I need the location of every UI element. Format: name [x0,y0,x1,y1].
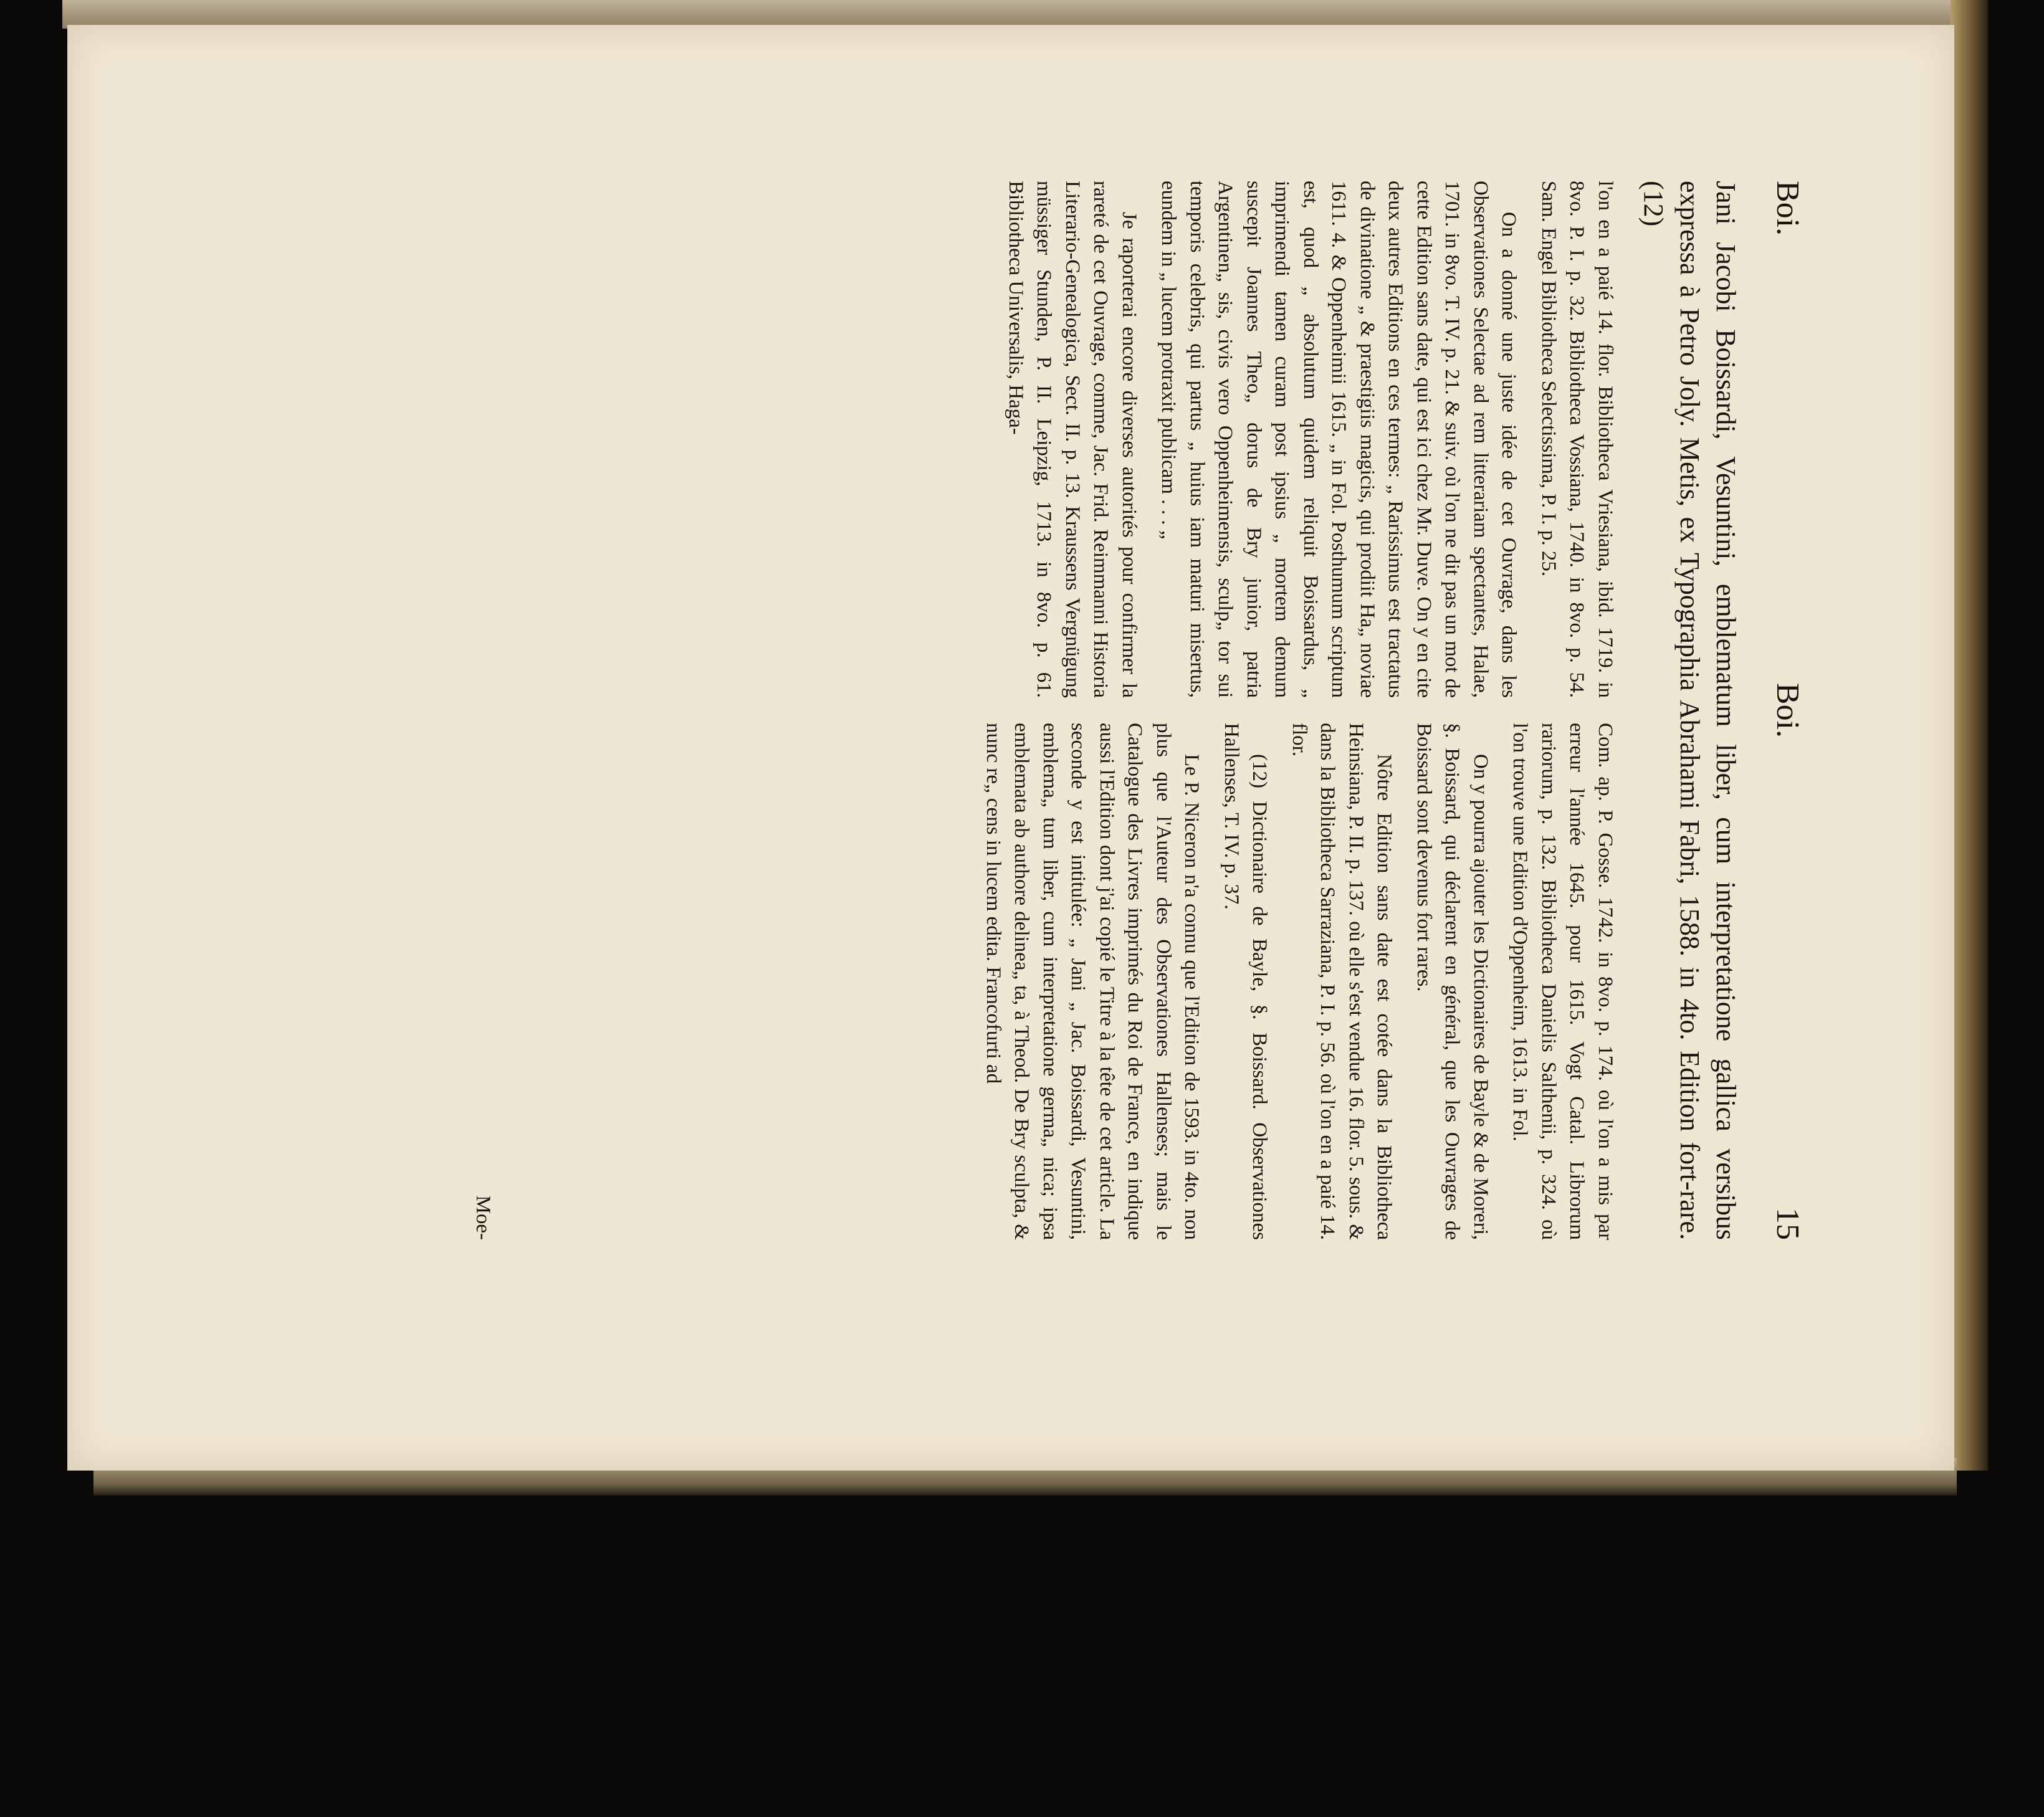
page-number: 15 [1770,1208,1805,1240]
catchword: Moe- [472,1195,494,1240]
left-column [1001,181,1620,698]
book-spine-edge [1951,0,1988,1471]
book-page [67,25,1954,1471]
left-paragraph-1: l'on en a paié 14. flor. Bibliotheca Vriesiana, ibid. 1719. in 8vo. P. I. p. 32. Bibliotheca Vossiana, 1740. in 8vo. p. 54. Sam. Engel Bibliotheca Selectissima, P. I. p. 25. [1537,181,1617,698]
right-paragraph-2: On y pourra ajouter les Dictionaires de Bayle & de Moreri, §. Boissard, qui déclarent en général, que les Ouvrages de Boissard sont devenus fort rares. [1413,723,1492,1240]
header-center: Boi. [1770,682,1805,738]
left-paragraph-3: Je raporterai encore diverses autorités pour confirmer la rareté de cet Ouvrage, comme, Jac. Frid. Reimmanni Historia Literario-Genealogica, Sect. II. p. 13. Kraussens Vergnügung müssiger Stunden, P. II. Leipzig, 1713. in 8vo. p. 61. Bibliotheca Universalis, Haga- [1005,181,1140,698]
header-left: Boi. [1770,181,1805,236]
right-paragraph-1: Com. ap. P. Gosse. 1742. in 8vo. p. 174. où l'on a mis par erreur l'année 1645. pour 1615. Vogt Catal. Librorum rariorum, p. 132. Bibliotheca Danielis Salthenii, p. 324. où l'on trouve une Edition d'Oppenheim, 1613. in Fol. [1509,723,1617,1240]
entry-title: Jani Jacobi Boissardi, Vesuntini, emblematum liber, cum interpretatione gallica versibus expressa à Petro Joly. Metis, ex Typographia Abrahami Fabri, 1588. in 4to. Edition fort-rare. (12) [1638,181,1741,1240]
rotated-text-block [460,181,1806,1240]
running-header [1756,181,1806,1240]
left-paragraph-2: On a donné une juste idée de cet Ouvrage, dans les Observationes Selectae ad rem litterariam spectantes, Halae, 1701. in 8vo. T. IV. p. 21. & suiv. où l'on ne dit pas un mot de cette Edition sans date, qui est ici chez Mr. Duve. On y en cite deux autres Editions en ces termes: „ Rarissimus est tractatus de divinatione „ & praestigiis magicis, qui prodiit Ha„ noviae 1611. 4. & Oppenheimii 1615. „ in Fol. Posthumum scriptum est, quod „ absolutum quidem reliquit Boissardus, „ imprimendi tamen curam post ipsius „ mortem demum suscepit Joannes Theo„ dorus de Bry junior, patria Argentinen„ sis, civis vero Oppenheimensis, sculp„ tor sui temporis celebris, qui partus „ huius iam maturi misertus, eundem in „ lucem protraxit publicam . . . „ [1157,181,1521,698]
right-paragraph-5: Le P. Niceron n'a connu que l'Edition de 1593. in 4to. non plus que l'Auteur des Observationes Hallenses; mais le Catalogue des Livres imprimés du Roi de France, en indique aussi l'Edition dont j'ai copié le Titre à la tête de cet article. La seconde y est intitulée: „ Jani „ Jac. Boissardi, Vesuntini, emblema„ tum liber, cum interpretatione germa„ nica; ipsa emblemata ab authore delinea„ ta, à Theod. De Bry sculpta, & nunc re„ cens in lucem edita. Francofurti ad [982,723,1203,1240]
right-paragraph-3: Nôtre Edition sans date est cotée dans la Bibliotheca Heinsiana, P. II. p. 137. où elle s'est vendue 16. flor. 5. sous. & dans la Bibliotheca Sarraziana, P. I. p. 56. où l'on en a paié 14. flor. [1288,723,1396,1240]
footnote-12: (12) Dictionaire de Bayle, §. Boissard. Observationes Hallenses, T. IV. p. 37. [1220,723,1271,1240]
right-column [979,723,1620,1240]
